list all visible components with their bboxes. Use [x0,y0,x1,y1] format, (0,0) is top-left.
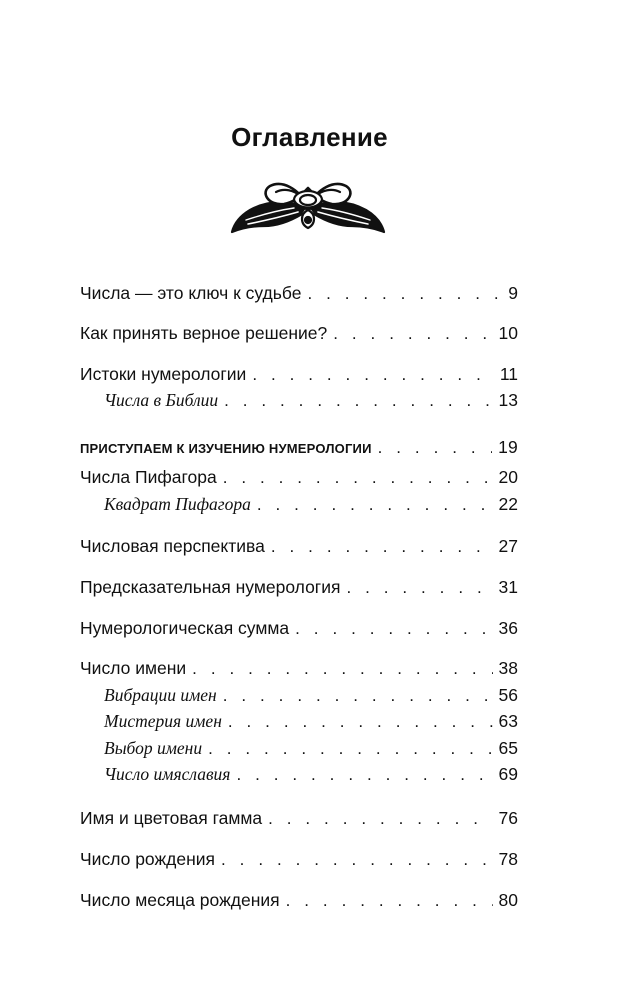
toc-entry-label: Мистерия имен [104,711,222,731]
dot-leader [271,537,493,557]
toc-entry[interactable] [80,577,518,603]
toc-entry-page: 31 [498,577,518,597]
toc-entry-page: 76 [498,808,518,828]
toc-subentry[interactable] [104,738,518,764]
dot-leader [228,712,493,732]
toc-entry-label: Выбор имени [104,738,203,758]
dot-leader [378,438,492,458]
toc-entry-page: 20 [498,467,518,487]
toc-entry[interactable] [80,536,518,562]
toc-subentry[interactable] [104,711,518,737]
toc-entry-page: 11 [499,364,518,384]
toc-entry-page: 13 [498,390,518,410]
toc-entry-page: 38 [498,658,518,678]
toc-entry-label: Числа — это ключ к судьбе [80,283,302,303]
toc-entry[interactable] [80,849,518,875]
dot-leader [257,495,493,515]
dot-leader [223,468,493,488]
dot-leader [208,739,492,759]
toc-entry-label: Истоки нумерологии [80,364,247,384]
dot-leader [224,391,492,411]
toc-entry-page: 19 [498,437,518,457]
toc-entry-page: 9 [508,283,518,303]
dot-leader [295,619,492,639]
toc-entry-label: Число месяца рождения [80,890,280,910]
toc-entry-label: Квадрат Пифагора [104,494,251,514]
toc-entry[interactable] [80,467,518,493]
toc-entry[interactable] [80,808,518,834]
toc-entry-label: Числовая перспектива [80,536,265,556]
toc-entry-page: 69 [498,764,518,784]
dot-leader [333,324,492,344]
toc-entry-page: 27 [498,536,518,556]
dot-leader [192,659,492,679]
dot-leader [286,891,493,911]
toc-subentry[interactable] [104,494,518,520]
dot-leader [307,284,502,304]
toc-entry-label: Нумерологическая сумма [80,618,290,638]
toc-entry-label: Число имяславия [104,764,231,784]
dot-leader [221,850,493,870]
dot-leader [236,765,492,785]
dot-leader [346,578,492,598]
page-title: Оглавление [231,122,388,152]
toc-entry-page: 78 [498,849,518,869]
dot-leader [252,365,494,385]
toc-subentry[interactable] [104,764,518,790]
toc-entry-label: Числа в Библии [104,390,219,410]
celtic-knot-ornament-icon [228,170,388,240]
toc-section-heading[interactable] [80,437,518,463]
toc-entry-label: Числа Пифагора [80,467,217,487]
toc-entry-page: 63 [498,711,518,731]
toc-entry-label: Число рождения [80,849,216,869]
toc-entry[interactable] [80,618,518,644]
toc-entry-page: 80 [498,890,518,910]
toc-entry[interactable] [80,323,518,349]
toc-entry-label: Предсказательная нумерология [80,577,341,597]
toc-entry[interactable] [80,364,518,390]
toc-entry[interactable] [80,658,518,684]
dot-leader [268,809,492,829]
toc-entry-label: ПРИСТУПАЕМ К ИЗУЧЕНИЮ НУМЕРОЛОГИИ [80,441,372,456]
toc-entry[interactable] [80,283,518,309]
toc-entry-page: 56 [498,685,518,705]
toc-subentry[interactable] [104,685,518,711]
toc-entry-page: 22 [498,494,518,514]
toc-entry-label: Как принять верное решение? [80,323,328,343]
toc-entry-page: 10 [498,323,518,343]
toc-entry-label: Имя и цветовая гамма [80,808,263,828]
toc-subentry[interactable] [104,390,518,416]
toc-entry[interactable] [80,890,518,916]
toc-entry-page: 36 [498,618,518,638]
toc-entry-page: 65 [498,738,518,758]
toc-entry-label: Вибрации имен [104,685,217,705]
toc-entry-label: Число имени [80,658,187,678]
dot-leader [223,686,493,706]
